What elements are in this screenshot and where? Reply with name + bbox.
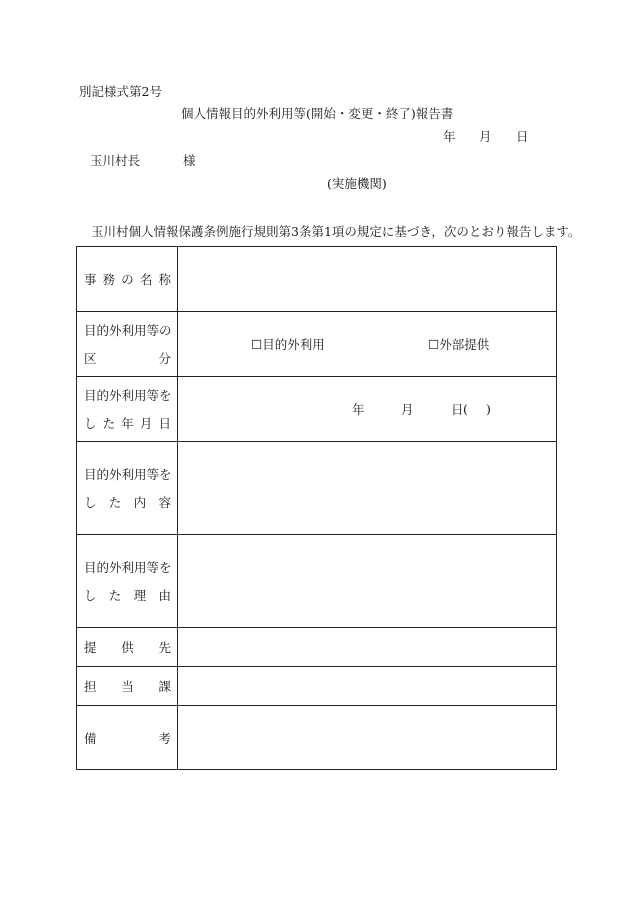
label-char: 課 [158, 679, 171, 694]
value-recipient[interactable] [178, 628, 557, 667]
row-section [77, 667, 557, 706]
label-section [77, 667, 178, 706]
label-recipient [77, 628, 178, 667]
date-done-month: 月 [401, 402, 414, 417]
label-char: 分 [158, 351, 171, 366]
checkbox-external-provision[interactable]: ☐外部提供 [428, 337, 490, 352]
label-char: し [84, 588, 97, 603]
date-done-paren-close: ) [486, 401, 491, 417]
row-date-done [77, 377, 557, 442]
row-recipient [77, 628, 557, 667]
label-char: 提 [84, 640, 97, 655]
value-content[interactable] [178, 442, 557, 535]
label-char: の [121, 272, 134, 287]
value-date-done[interactable] [178, 377, 557, 442]
label-char: 先 [158, 640, 171, 655]
label-char: 理 [133, 588, 147, 603]
date-done-day: 日 [451, 402, 464, 417]
label-char: た [102, 416, 116, 431]
label-char: 事 [84, 272, 97, 287]
label-char: 由 [158, 588, 171, 603]
date-done-year: 年 [352, 402, 365, 417]
label-char: し [84, 495, 97, 510]
label-char: 務 [102, 272, 116, 287]
value-category [178, 312, 557, 377]
label-char: 容 [158, 495, 171, 510]
label-char: 区 [84, 351, 97, 366]
value-section[interactable] [178, 667, 557, 706]
label-char: し [84, 416, 97, 431]
row-office-name [77, 247, 557, 312]
report-title: 個人情報目的外利用等(開始・変更・終了)報告書 [181, 106, 454, 121]
label-content [77, 442, 178, 535]
label-char: 日 [158, 416, 171, 431]
row-category [77, 312, 557, 377]
label-line: 目的外利用等の [84, 323, 172, 338]
label-char: 備 [84, 730, 97, 746]
label-char: 考 [158, 730, 171, 746]
label-line: 目的外利用等を [84, 560, 172, 575]
label-char: 月 [139, 416, 153, 431]
label-date-done [77, 377, 178, 442]
value-remarks[interactable] [178, 706, 557, 770]
label-char: 当 [121, 679, 134, 694]
implementing-agency[interactable]: (実施機関) [327, 176, 387, 191]
row-remarks [77, 706, 557, 770]
addressee-name: 玉川村長 [90, 153, 141, 168]
label-char: 称 [158, 272, 171, 287]
label-char: た [108, 588, 122, 603]
checkbox-purpose-use[interactable]: ☐目的外利用 [251, 337, 325, 352]
label-line: 目的外利用等を [84, 467, 172, 482]
label-char: 担 [84, 679, 97, 694]
value-office-name[interactable] [178, 247, 557, 312]
label-char: 名 [139, 272, 153, 287]
date-month-label[interactable]: 月 [479, 129, 492, 144]
label-category [77, 312, 178, 377]
label-char: 供 [121, 640, 134, 655]
label-remarks [77, 706, 178, 770]
row-reason [77, 535, 557, 628]
addressee-honorific: 様 [183, 153, 196, 168]
date-done-paren-open: ( [463, 401, 468, 417]
report-statement: 玉川村個人情報保護条例施行規則第3条第1項の規定に基づき，次のとおり報告します。 [91, 224, 581, 239]
date-day-label[interactable]: 日 [516, 129, 529, 144]
label-office-name [77, 247, 178, 312]
label-char: 年 [121, 416, 134, 431]
label-reason [77, 535, 178, 628]
label-char: 内 [133, 495, 147, 510]
row-content [77, 442, 557, 535]
value-reason[interactable] [178, 535, 557, 628]
form-number: 別記様式第2号 [79, 84, 162, 99]
date-year-label[interactable]: 年 [443, 129, 456, 144]
report-table [76, 246, 557, 770]
label-char: た [108, 495, 122, 510]
label-line: 目的外利用等を [84, 388, 172, 403]
